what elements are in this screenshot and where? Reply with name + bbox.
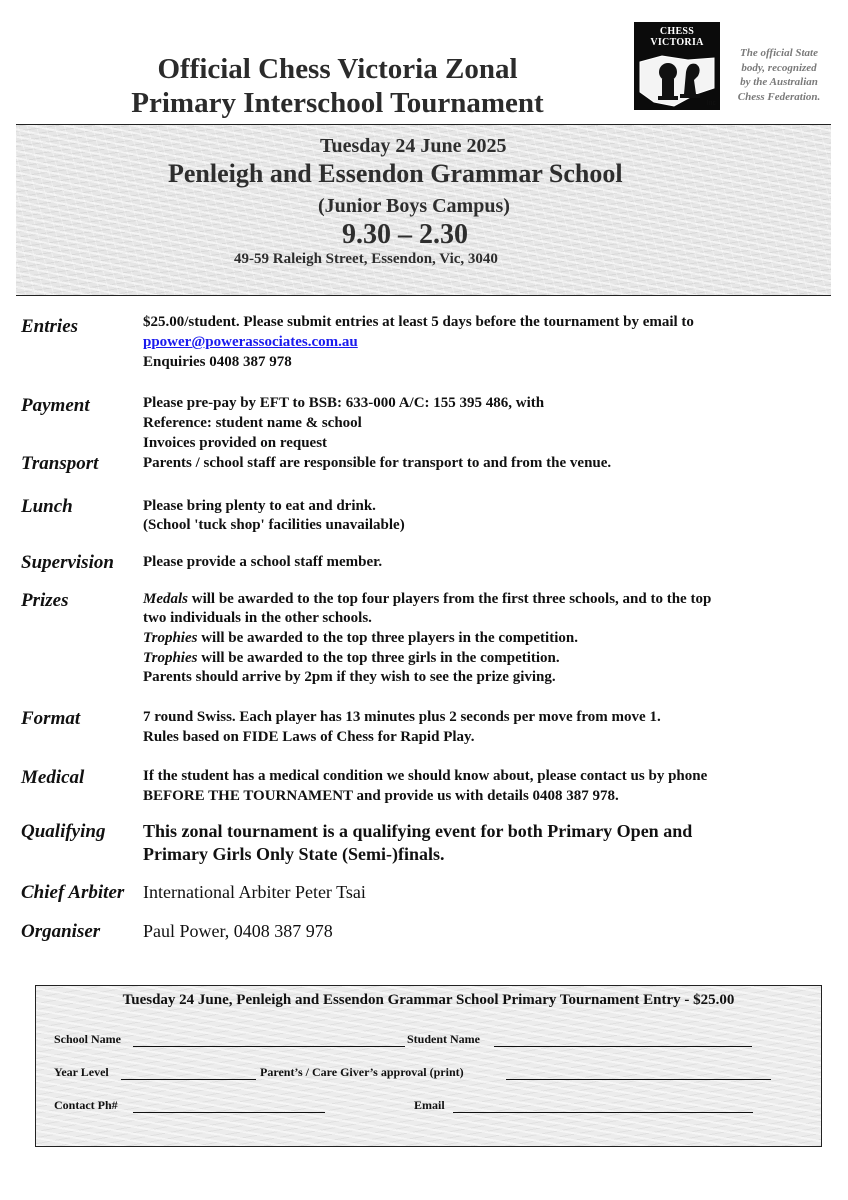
chess-victoria-logo <box>634 22 720 110</box>
qualifying-label: Qualifying <box>21 821 106 842</box>
event-campus: (Junior Boys Campus) <box>318 195 510 217</box>
entries-email-link[interactable]: ppower@powerassociates.com.au <box>143 334 358 350</box>
student-name-label: Student Name <box>407 1032 481 1046</box>
parent-approval-field[interactable] <box>506 1079 771 1080</box>
prizes-individuals: two individuals in the other schools. <box>143 610 372 626</box>
logo-text: CHESS VICTORIA <box>650 26 704 48</box>
payment-text: Please pre-pay by EFT to BSB: 633-000 A/C: 155 395 486, with <box>143 395 545 411</box>
supervision-label: Supervision <box>21 552 114 573</box>
qualifying-text: This zonal tournament is a qualifying event for both Primary Open and <box>143 821 693 841</box>
prizes-trophies-players: Trophies will be awarded to the top three players in the competition. <box>143 630 578 646</box>
payment-label: Payment <box>21 395 90 416</box>
year-level-label: Year Level <box>54 1065 109 1079</box>
chess-pieces-map-icon <box>634 22 720 110</box>
payment-invoices: Invoices provided on request <box>143 435 328 451</box>
event-school: Penleigh and Essendon Grammar School <box>168 159 623 188</box>
page-title-line-2: Primary Interschool Tournament <box>131 87 544 119</box>
supervision-text: Please provide a school staff member. <box>143 554 383 570</box>
event-date: Tuesday 24 June 2025 <box>320 135 507 157</box>
prizes-parents-note: Parents should arrive by 2pm if they wish to see the prize giving. <box>143 669 556 685</box>
page-title-line-1: Official Chess Victoria Zonal <box>157 53 518 85</box>
entries-label: Entries <box>21 316 79 337</box>
student-name-field[interactable] <box>494 1046 752 1047</box>
chief-arbiter-text: International Arbiter Peter Tsai <box>143 882 366 902</box>
school-name-label: School Name <box>54 1032 121 1046</box>
tagline: The official State body, recognized by the Australian Chess Federation. <box>737 47 821 103</box>
event-address: 49-59 Raleigh Street, Essendon, Vic, 3040 <box>234 251 498 267</box>
format-label: Format <box>21 708 81 729</box>
parent-approval-label: Parent’s / Care Giver’s approval (print) <box>260 1065 464 1079</box>
chief-arbiter-label: Chief Arbiter <box>21 882 125 903</box>
transport-text: Parents / school staff are responsible for transport to and from the venue. <box>143 455 612 471</box>
entries-enquiries: Enquiries 0408 387 978 <box>143 354 292 370</box>
lunch-note: (School 'tuck shop' facilities unavailable) <box>143 517 405 533</box>
payment-reference: Reference: student name & school <box>143 415 362 431</box>
prizes-label: Prizes <box>21 590 69 611</box>
lunch-text: Please bring plenty to eat and drink. <box>143 498 376 514</box>
qualifying-text-2: Primary Girls Only State (Semi-)finals. <box>143 844 445 864</box>
medical-text-2: BEFORE THE TOURNAMENT and provide us with details 0408 387 978. <box>143 788 619 804</box>
email-label: Email <box>414 1098 445 1112</box>
email-field[interactable] <box>453 1112 753 1113</box>
lunch-label: Lunch <box>21 496 73 517</box>
year-level-field[interactable] <box>121 1079 256 1080</box>
school-name-field[interactable] <box>133 1046 405 1047</box>
contact-phone-label: Contact Ph# <box>54 1098 118 1112</box>
logo-inc: Inc <box>706 100 716 107</box>
prizes-trophies-girls: Trophies will be awarded to the top three girls in the competition. <box>143 650 560 666</box>
transport-label: Transport <box>21 453 99 474</box>
event-banner <box>16 124 831 296</box>
event-time: 9.30 – 2.30 <box>342 219 468 250</box>
format-rules: Rules based on FIDE Laws of Chess for Rapid Play. <box>143 729 475 745</box>
entry-form <box>35 985 822 1147</box>
contact-phone-field[interactable] <box>133 1112 325 1113</box>
medical-label: Medical <box>21 767 85 788</box>
format-text: 7 round Swiss. Each player has 13 minutes plus 2 seconds per move from move 1. <box>143 709 661 725</box>
entry-form-title: Tuesday 24 June, Penleigh and Essendon Grammar School Primary Tournament Entry - $25.00 <box>122 992 735 1008</box>
prizes-medals: Medals will be awarded to the top four players from the first three schools, and to the top <box>143 591 712 607</box>
medical-text: If the student has a medical condition we should know about, please contact us by phone <box>143 768 708 784</box>
organiser-text: Paul Power, 0408 387 978 <box>143 921 333 941</box>
entries-text: $25.00/student. Please submit entries at least 5 days before the tournament by email to <box>143 314 694 330</box>
organiser-label: Organiser <box>21 921 101 942</box>
